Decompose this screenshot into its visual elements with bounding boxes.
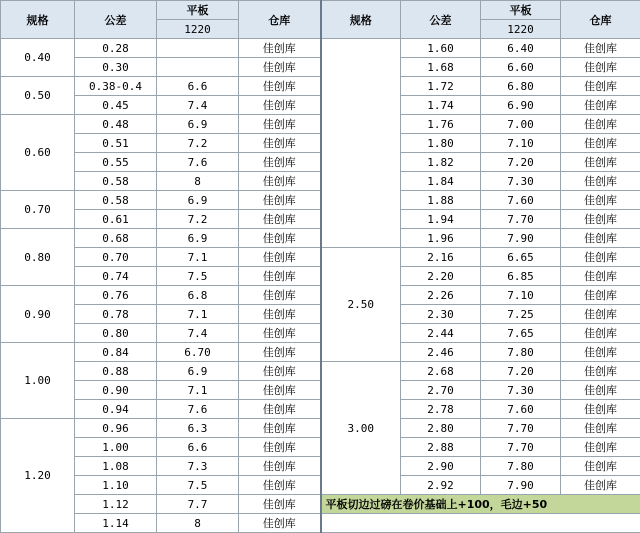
warehouse-cell: 佳创库 xyxy=(561,381,640,400)
flat-price-cell: 6.6 xyxy=(157,438,239,457)
flat-price-cell: 7.00 xyxy=(481,115,561,134)
flat-price-cell: 7.60 xyxy=(481,400,561,419)
tolerance-cell: 2.80 xyxy=(401,419,481,438)
flat-price-cell: 7.10 xyxy=(481,286,561,305)
warehouse-cell: 佳创库 xyxy=(561,400,640,419)
table-row xyxy=(1,229,640,248)
flat-price-cell: 7.4 xyxy=(157,324,239,343)
tolerance-cell: 0.48 xyxy=(75,115,157,134)
flat-price-cell: 6.9 xyxy=(157,115,239,134)
flat-price-cell: 7.1 xyxy=(157,248,239,267)
table-row xyxy=(1,134,640,153)
warehouse-cell: 佳创库 xyxy=(561,229,640,248)
flat-price-cell: 6.80 xyxy=(481,77,561,96)
warehouse-cell: 佳创库 xyxy=(561,210,640,229)
tolerance-cell: 2.68 xyxy=(401,362,481,381)
header-tolerance-right: 公差 xyxy=(401,1,481,39)
warehouse-cell: 佳创库 xyxy=(239,438,321,457)
flat-price-cell: 7.5 xyxy=(157,476,239,495)
warehouse-cell: 佳创库 xyxy=(239,39,321,58)
flat-price-cell: 7.1 xyxy=(157,381,239,400)
spec-cell: 0.40 xyxy=(1,39,75,77)
tolerance-cell: 1.80 xyxy=(401,134,481,153)
warehouse-cell: 佳创库 xyxy=(239,210,321,229)
flat-price-cell: 7.3 xyxy=(157,457,239,476)
warehouse-cell: 佳创库 xyxy=(239,172,321,191)
tolerance-cell: 0.45 xyxy=(75,96,157,115)
tolerance-cell: 1.00 xyxy=(75,438,157,457)
spec-cell: 0.60 xyxy=(1,115,75,191)
spec-cell: 3.00 xyxy=(321,362,401,495)
header-spec-right: 规格 xyxy=(321,1,401,39)
tolerance-cell: 0.76 xyxy=(75,286,157,305)
flat-price-cell: 8 xyxy=(157,172,239,191)
flat-price-cell: 7.80 xyxy=(481,343,561,362)
warehouse-cell: 佳创库 xyxy=(561,476,640,495)
warehouse-cell: 佳创库 xyxy=(239,362,321,381)
tolerance-cell: 2.88 xyxy=(401,438,481,457)
tolerance-cell: 0.94 xyxy=(75,400,157,419)
warehouse-cell: 佳创库 xyxy=(561,96,640,115)
warehouse-cell: 佳创库 xyxy=(239,77,321,96)
table-row xyxy=(1,39,640,58)
flat-price-cell: 6.6 xyxy=(157,77,239,96)
pricing-note: 平板切边过磅在卷价基础上+100，毛边+50 xyxy=(321,495,640,514)
table-row xyxy=(1,324,640,343)
warehouse-cell: 佳创库 xyxy=(239,134,321,153)
tolerance-cell: 1.74 xyxy=(401,96,481,115)
tolerance-cell: 0.70 xyxy=(75,248,157,267)
flat-price-cell: 7.70 xyxy=(481,210,561,229)
warehouse-cell: 佳创库 xyxy=(239,343,321,362)
table-row xyxy=(1,96,640,115)
tolerance-cell: 0.30 xyxy=(75,58,157,77)
tolerance-cell: 1.12 xyxy=(75,495,157,514)
warehouse-cell: 佳创库 xyxy=(239,286,321,305)
table-row xyxy=(1,58,640,77)
table-row xyxy=(1,248,640,267)
flat-price-cell: 7.2 xyxy=(157,210,239,229)
spec-cell: 0.70 xyxy=(1,191,75,229)
flat-price-cell: 7.90 xyxy=(481,229,561,248)
warehouse-cell: 佳创库 xyxy=(561,362,640,381)
flat-price-cell: 7.5 xyxy=(157,267,239,286)
table-row xyxy=(1,476,640,495)
flat-price-cell: 7.2 xyxy=(157,134,239,153)
warehouse-cell: 佳创库 xyxy=(239,58,321,77)
warehouse-cell: 佳创库 xyxy=(561,286,640,305)
warehouse-cell: 佳创库 xyxy=(239,476,321,495)
warehouse-cell: 佳创库 xyxy=(239,324,321,343)
warehouse-cell: 佳创库 xyxy=(239,248,321,267)
warehouse-cell: 佳创库 xyxy=(561,419,640,438)
tolerance-cell: 0.78 xyxy=(75,305,157,324)
flat-price-cell: 6.60 xyxy=(481,58,561,77)
table-row xyxy=(1,400,640,419)
tolerance-cell: 0.51 xyxy=(75,134,157,153)
warehouse-cell: 佳创库 xyxy=(561,58,640,77)
header-tolerance-left: 公差 xyxy=(75,1,157,39)
table-row xyxy=(1,191,640,210)
tolerance-cell: 0.28 xyxy=(75,39,157,58)
tolerance-cell: 0.96 xyxy=(75,419,157,438)
flat-price-cell: 6.90 xyxy=(481,96,561,115)
table-row xyxy=(1,77,640,96)
warehouse-cell: 佳创库 xyxy=(561,305,640,324)
flat-price-cell: 7.4 xyxy=(157,96,239,115)
flat-price-cell: 7.10 xyxy=(481,134,561,153)
tolerance-cell: 2.46 xyxy=(401,343,481,362)
tolerance-cell: 2.78 xyxy=(401,400,481,419)
table-row xyxy=(1,495,640,514)
warehouse-cell: 佳创库 xyxy=(561,343,640,362)
table-row xyxy=(1,210,640,229)
flat-price-cell: 8 xyxy=(157,514,239,533)
tolerance-cell: 0.38-0.4 xyxy=(75,77,157,96)
flat-price-cell: 7.1 xyxy=(157,305,239,324)
spec-cell: 0.50 xyxy=(1,77,75,115)
table-row xyxy=(1,457,640,476)
table-row xyxy=(1,362,640,381)
warehouse-cell: 佳创库 xyxy=(561,115,640,134)
flat-price-cell: 7.6 xyxy=(157,153,239,172)
tolerance-cell: 1.68 xyxy=(401,58,481,77)
header-flat-width-right: 1220 xyxy=(481,20,561,39)
empty-cell xyxy=(321,514,640,533)
warehouse-cell: 佳创库 xyxy=(239,153,321,172)
tolerance-cell: 1.76 xyxy=(401,115,481,134)
table-row xyxy=(1,343,640,362)
tolerance-cell: 1.96 xyxy=(401,229,481,248)
header-spec-left: 规格 xyxy=(1,1,75,39)
table-row xyxy=(1,153,640,172)
tolerance-cell: 2.70 xyxy=(401,381,481,400)
flat-price-cell: 7.65 xyxy=(481,324,561,343)
spec-cell xyxy=(321,39,401,248)
tolerance-cell: 1.84 xyxy=(401,172,481,191)
table-row xyxy=(1,514,640,533)
flat-price-cell: 7.80 xyxy=(481,457,561,476)
table-row xyxy=(1,172,640,191)
warehouse-cell: 佳创库 xyxy=(239,381,321,400)
tolerance-cell: 1.94 xyxy=(401,210,481,229)
spec-cell: 1.20 xyxy=(1,419,75,533)
tolerance-cell: 0.61 xyxy=(75,210,157,229)
warehouse-cell: 佳创库 xyxy=(561,267,640,286)
flat-price-cell: 7.25 xyxy=(481,305,561,324)
table-row xyxy=(1,267,640,286)
tolerance-cell: 1.82 xyxy=(401,153,481,172)
table-row xyxy=(1,419,640,438)
table-row xyxy=(1,305,640,324)
warehouse-cell: 佳创库 xyxy=(561,248,640,267)
header-flat-right: 平板 xyxy=(481,1,561,20)
flat-price-cell: 6.8 xyxy=(157,286,239,305)
spec-cell: 0.80 xyxy=(1,229,75,286)
warehouse-cell: 佳创库 xyxy=(239,400,321,419)
flat-price-cell: 6.9 xyxy=(157,229,239,248)
spec-cell: 0.90 xyxy=(1,286,75,343)
spec-cell: 1.00 xyxy=(1,343,75,419)
flat-price-cell: 7.20 xyxy=(481,362,561,381)
flat-price-cell: 6.9 xyxy=(157,362,239,381)
tolerance-cell: 1.08 xyxy=(75,457,157,476)
tolerance-cell: 2.90 xyxy=(401,457,481,476)
table-row xyxy=(1,381,640,400)
warehouse-cell: 佳创库 xyxy=(239,191,321,210)
tolerance-cell: 1.10 xyxy=(75,476,157,495)
flat-price-cell: 6.9 xyxy=(157,191,239,210)
warehouse-cell: 佳创库 xyxy=(561,153,640,172)
tolerance-cell: 2.92 xyxy=(401,476,481,495)
tolerance-cell: 0.74 xyxy=(75,267,157,286)
warehouse-cell: 佳创库 xyxy=(239,115,321,134)
warehouse-cell: 佳创库 xyxy=(561,77,640,96)
header-warehouse-right: 仓库 xyxy=(561,1,640,39)
flat-price-cell: 6.85 xyxy=(481,267,561,286)
tolerance-cell: 2.16 xyxy=(401,248,481,267)
tolerance-cell: 1.72 xyxy=(401,77,481,96)
warehouse-cell: 佳创库 xyxy=(561,39,640,58)
tolerance-cell: 1.60 xyxy=(401,39,481,58)
spec-cell: 2.50 xyxy=(321,248,401,362)
flat-price-cell: 7.20 xyxy=(481,153,561,172)
tolerance-cell: 0.58 xyxy=(75,191,157,210)
tolerance-cell: 1.14 xyxy=(75,514,157,533)
warehouse-cell: 佳创库 xyxy=(239,305,321,324)
warehouse-cell: 佳创库 xyxy=(561,324,640,343)
warehouse-cell: 佳创库 xyxy=(239,96,321,115)
flat-price-cell: 7.7 xyxy=(157,495,239,514)
flat-price-cell: 7.30 xyxy=(481,381,561,400)
flat-price-cell: 6.65 xyxy=(481,248,561,267)
tolerance-cell: 2.30 xyxy=(401,305,481,324)
warehouse-cell: 佳创库 xyxy=(239,514,321,533)
flat-price-cell: 7.6 xyxy=(157,400,239,419)
tolerance-cell: 0.90 xyxy=(75,381,157,400)
warehouse-cell: 佳创库 xyxy=(239,495,321,514)
flat-price-cell: 6.70 xyxy=(157,343,239,362)
table-row xyxy=(1,115,640,134)
tolerance-cell: 2.44 xyxy=(401,324,481,343)
warehouse-cell: 佳创库 xyxy=(561,438,640,457)
flat-price-cell: 7.30 xyxy=(481,172,561,191)
tolerance-cell: 2.20 xyxy=(401,267,481,286)
warehouse-cell: 佳创库 xyxy=(239,457,321,476)
warehouse-cell: 佳创库 xyxy=(239,229,321,248)
warehouse-cell: 佳创库 xyxy=(561,134,640,153)
tolerance-cell: 0.88 xyxy=(75,362,157,381)
warehouse-cell: 佳创库 xyxy=(561,172,640,191)
flat-price-cell: 7.60 xyxy=(481,191,561,210)
tolerance-cell: 0.58 xyxy=(75,172,157,191)
table-row xyxy=(1,438,640,457)
warehouse-cell: 佳创库 xyxy=(561,191,640,210)
flat-price-cell: 7.70 xyxy=(481,419,561,438)
header-flat-width-left: 1220 xyxy=(157,20,239,39)
tolerance-cell: 0.68 xyxy=(75,229,157,248)
tolerance-cell: 2.26 xyxy=(401,286,481,305)
flat-price-cell xyxy=(157,39,239,58)
warehouse-cell: 佳创库 xyxy=(561,457,640,476)
header-warehouse-left: 仓库 xyxy=(239,1,321,39)
flat-price-cell: 6.40 xyxy=(481,39,561,58)
flat-price-cell: 7.90 xyxy=(481,476,561,495)
tolerance-cell: 0.55 xyxy=(75,153,157,172)
warehouse-cell: 佳创库 xyxy=(239,419,321,438)
flat-price-cell: 7.70 xyxy=(481,438,561,457)
tolerance-cell: 0.80 xyxy=(75,324,157,343)
warehouse-cell: 佳创库 xyxy=(239,267,321,286)
header-flat-left: 平板 xyxy=(157,1,239,20)
flat-price-cell xyxy=(157,58,239,77)
tolerance-cell: 0.84 xyxy=(75,343,157,362)
flat-price-cell: 6.3 xyxy=(157,419,239,438)
header-row xyxy=(1,1,640,20)
table-row xyxy=(1,286,640,305)
tolerance-cell: 1.88 xyxy=(401,191,481,210)
